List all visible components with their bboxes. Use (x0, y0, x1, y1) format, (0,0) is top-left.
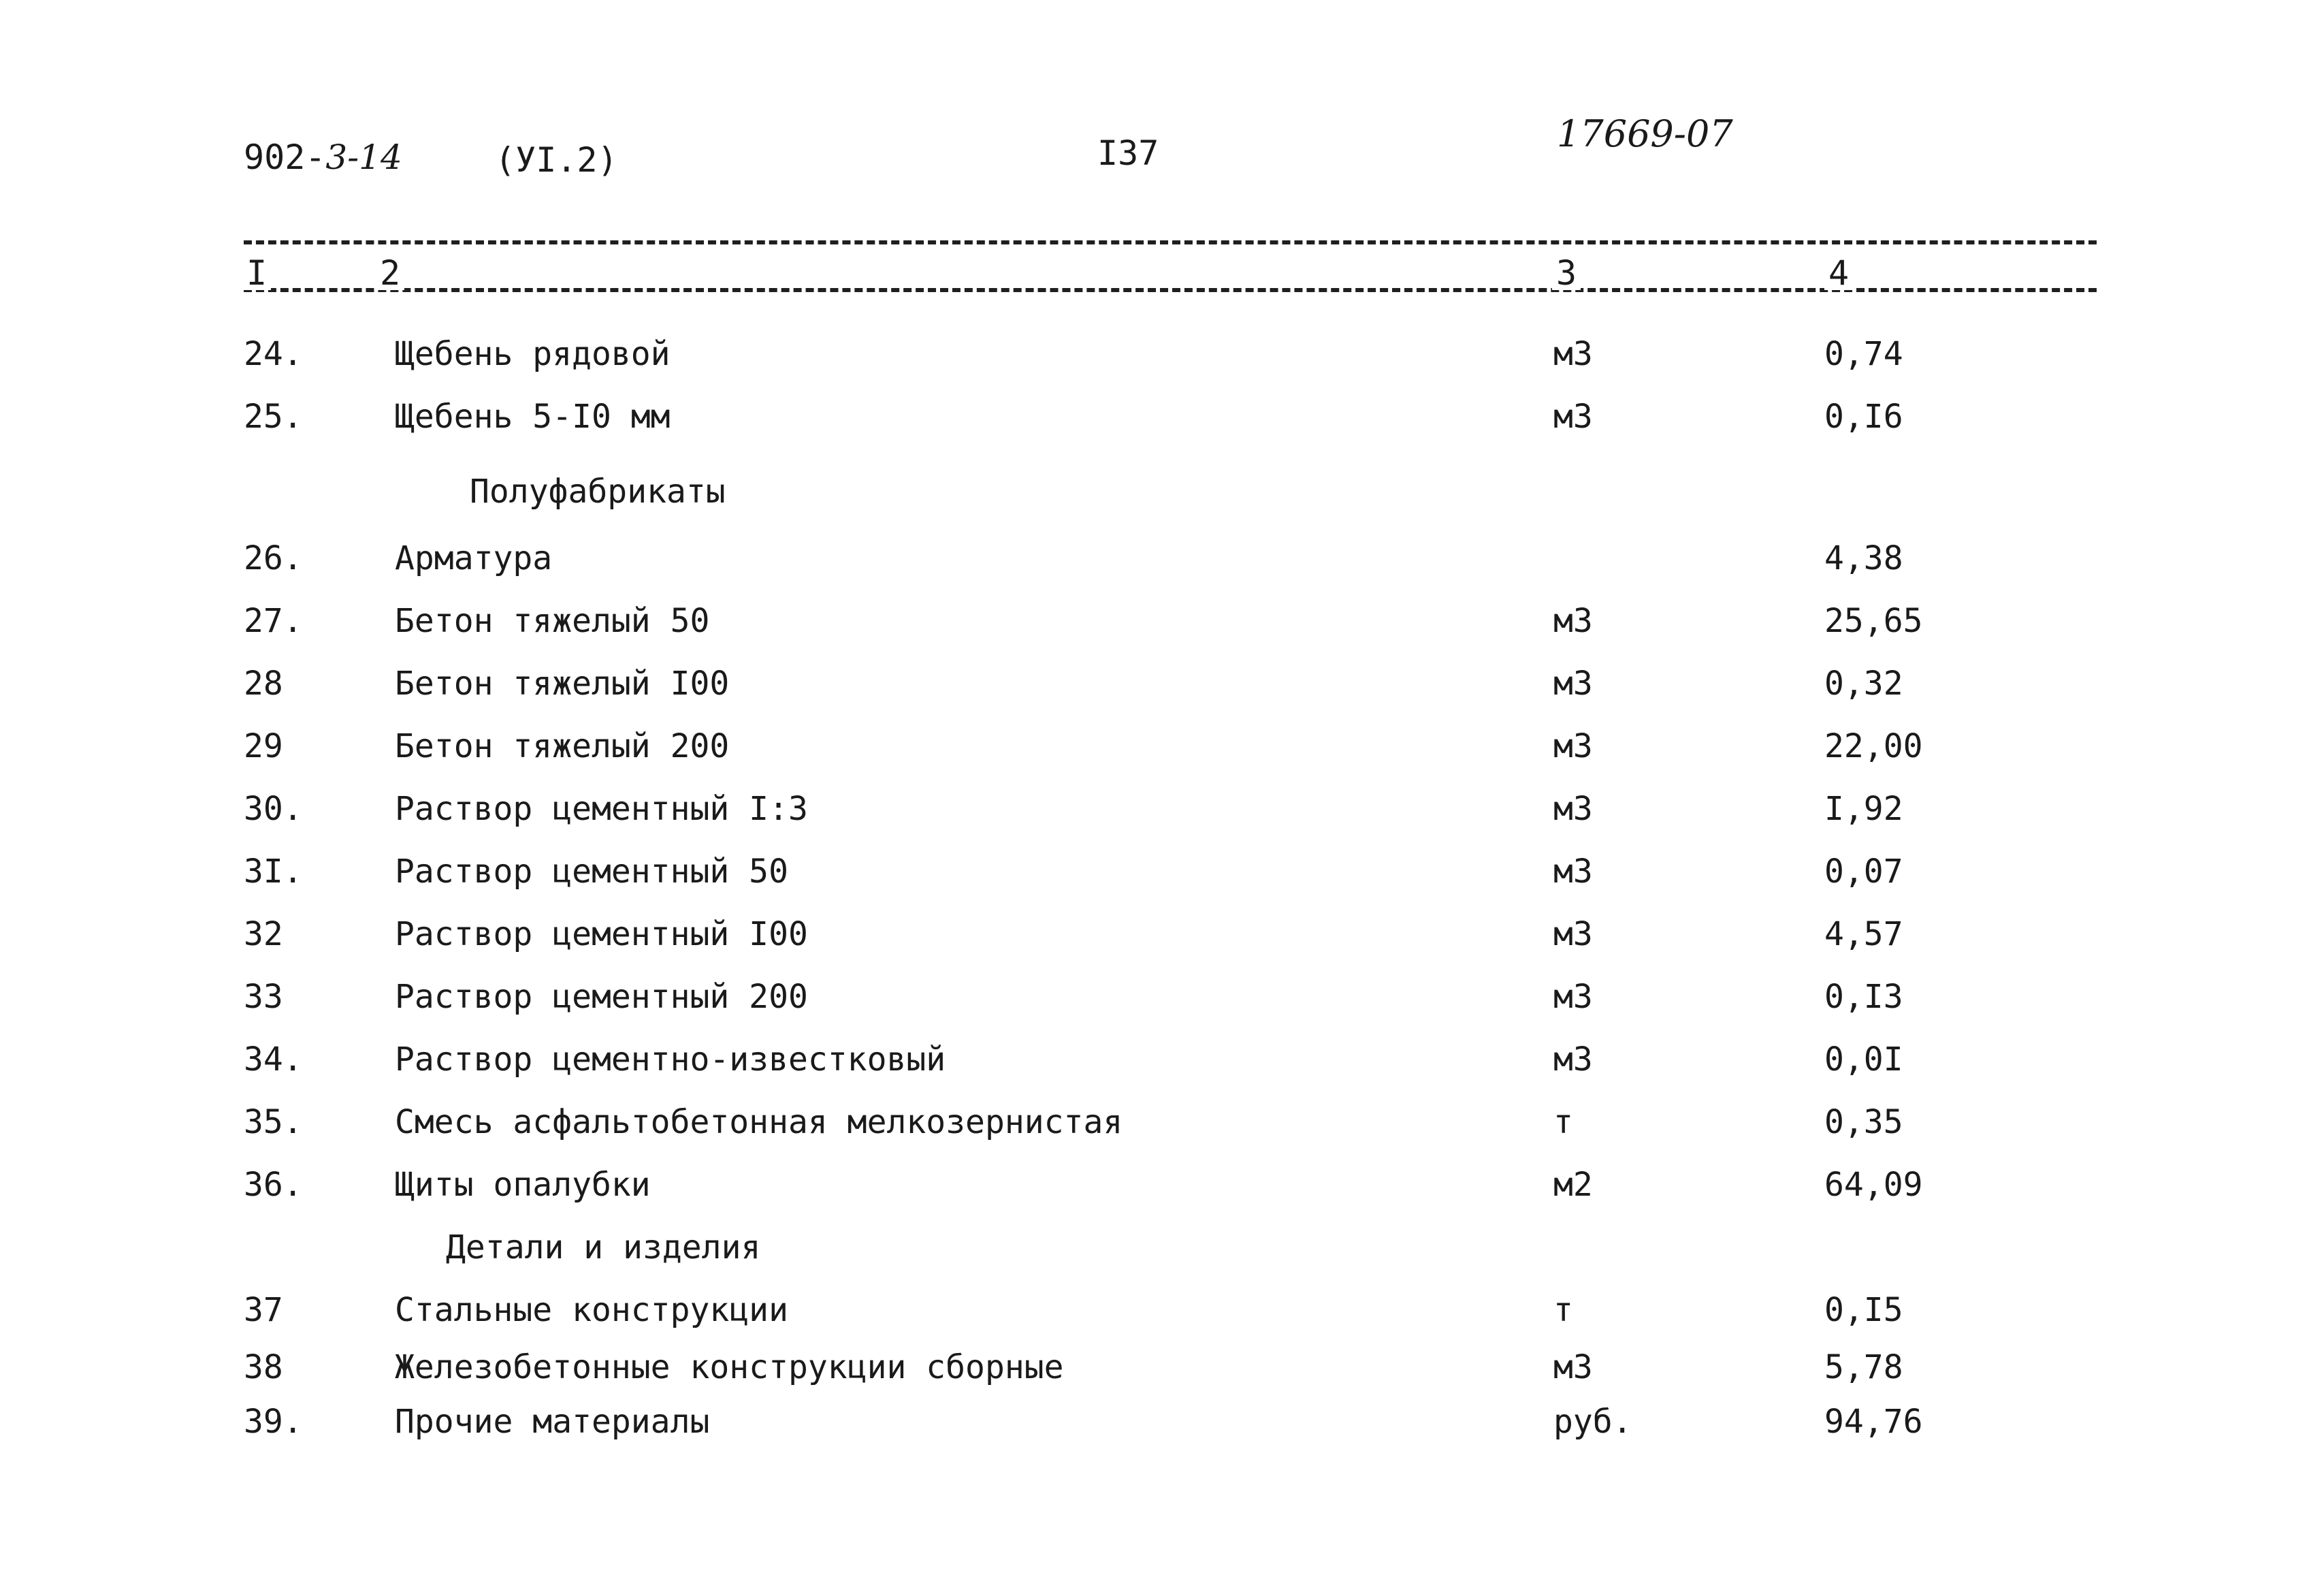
table-row (0, 726, 2324, 767)
row-number: 32 (244, 915, 283, 953)
row-number: 3I. (244, 853, 303, 891)
row-name: Раствор цементный 200 (395, 978, 808, 1016)
row-unit: м2 (1553, 1166, 1593, 1204)
row-value: 0,I5 (1824, 1291, 1903, 1329)
row-unit: руб. (1553, 1403, 1632, 1441)
table-row (0, 1347, 2324, 1388)
row-unit: м3 (1553, 790, 1593, 828)
row-number: 39. (244, 1403, 303, 1441)
section-heading: Детали и изделия (446, 1228, 761, 1267)
row-number: 24. (244, 335, 303, 373)
table-row (0, 914, 2324, 955)
page-number: I37 (1097, 133, 1159, 173)
row-number: 28 (244, 665, 283, 703)
row-number: 36. (244, 1166, 303, 1204)
row-number: 29 (244, 727, 283, 765)
table-row (0, 538, 2324, 579)
row-unit: м3 (1553, 335, 1593, 373)
row-value: 0,35 (1824, 1103, 1903, 1141)
table-row (0, 601, 2324, 641)
column-header-1: I (242, 256, 271, 290)
row-number: 34. (244, 1040, 303, 1079)
section-heading: Полуфабрикаты (470, 473, 726, 511)
table-row (0, 1164, 2324, 1205)
row-value: 0,0I (1824, 1040, 1903, 1079)
row-unit: м3 (1553, 665, 1593, 703)
row-unit: м3 (1553, 978, 1593, 1016)
row-value: 0,32 (1824, 665, 1903, 703)
row-name: Раствор цементный I00 (395, 915, 808, 953)
table-row (0, 663, 2324, 704)
row-value: 0,I6 (1824, 398, 1903, 436)
document-code-printed: 902- (244, 138, 326, 177)
table-top-dashed-rule (244, 240, 2097, 244)
document-section: (УI.2) (495, 140, 618, 180)
row-name: Щебень рядовой (395, 335, 671, 373)
table-row (0, 1401, 2324, 1442)
row-value: 4,38 (1824, 539, 1903, 577)
row-name: Щиты опалубки (395, 1166, 651, 1204)
row-name: Раствор цементный 50 (395, 853, 788, 891)
row-value: 5,78 (1824, 1348, 1903, 1386)
row-unit: м3 (1553, 1040, 1593, 1079)
document-code (244, 138, 402, 177)
row-number: 35. (244, 1103, 303, 1141)
row-value: 64,09 (1824, 1166, 1923, 1204)
row-number: 38 (244, 1348, 283, 1386)
row-name: Раствор цементно-известковый (395, 1040, 946, 1079)
column-header-4: 4 (1824, 256, 1853, 290)
table-header-dashed-rule (244, 288, 2097, 292)
table-row (0, 851, 2324, 892)
column-header-2: 2 (376, 256, 404, 290)
row-number: 25. (244, 398, 303, 436)
row-value: 22,00 (1824, 727, 1923, 765)
row-unit: м3 (1553, 853, 1593, 891)
column-header-3: 3 (1552, 256, 1581, 290)
row-value: 0,I3 (1824, 978, 1903, 1016)
table-row (0, 1290, 2324, 1331)
row-number: 27. (244, 602, 303, 640)
row-value: I,92 (1824, 790, 1903, 828)
row-unit: м3 (1553, 915, 1593, 953)
row-name: Бетон тяжелый 200 (395, 727, 730, 765)
row-unit: м3 (1553, 727, 1593, 765)
row-name: Щебень 5-I0 мм (395, 398, 671, 436)
row-value: 94,76 (1824, 1403, 1923, 1441)
row-name: Смесь асфальтобетонная мелкозернистая (395, 1103, 1123, 1141)
row-value: 0,74 (1824, 335, 1903, 373)
row-value: 0,07 (1824, 853, 1903, 891)
row-name: Прочие материалы (395, 1403, 710, 1441)
row-unit: м3 (1553, 398, 1593, 436)
table-row (0, 334, 2324, 375)
row-number: 30. (244, 790, 303, 828)
row-name: Железобетонные конструкции сборные (395, 1348, 1064, 1386)
row-name: Раствор цементный I:3 (395, 790, 808, 828)
row-name: Бетон тяжелый I00 (395, 665, 730, 703)
row-number: 33 (244, 978, 283, 1016)
row-value: 25,65 (1824, 602, 1923, 640)
archive-number: 17669-07 (1557, 112, 1733, 155)
row-name: Арматура (395, 539, 553, 577)
row-number: 26. (244, 539, 303, 577)
table-row (0, 976, 2324, 1017)
row-unit: м3 (1553, 1348, 1593, 1386)
document-code-handwritten: 3-14 (325, 138, 402, 177)
table-row (0, 396, 2324, 437)
row-unit: т (1553, 1103, 1573, 1141)
table-row (0, 788, 2324, 829)
row-unit: м3 (1553, 602, 1593, 640)
row-name: Бетон тяжелый 50 (395, 602, 710, 640)
row-name: Стальные конструкции (395, 1291, 788, 1329)
table-row (0, 1102, 2324, 1143)
table-row (0, 1039, 2324, 1080)
row-number: 37 (244, 1291, 283, 1329)
row-value: 4,57 (1824, 915, 1903, 953)
row-unit: т (1553, 1291, 1573, 1329)
